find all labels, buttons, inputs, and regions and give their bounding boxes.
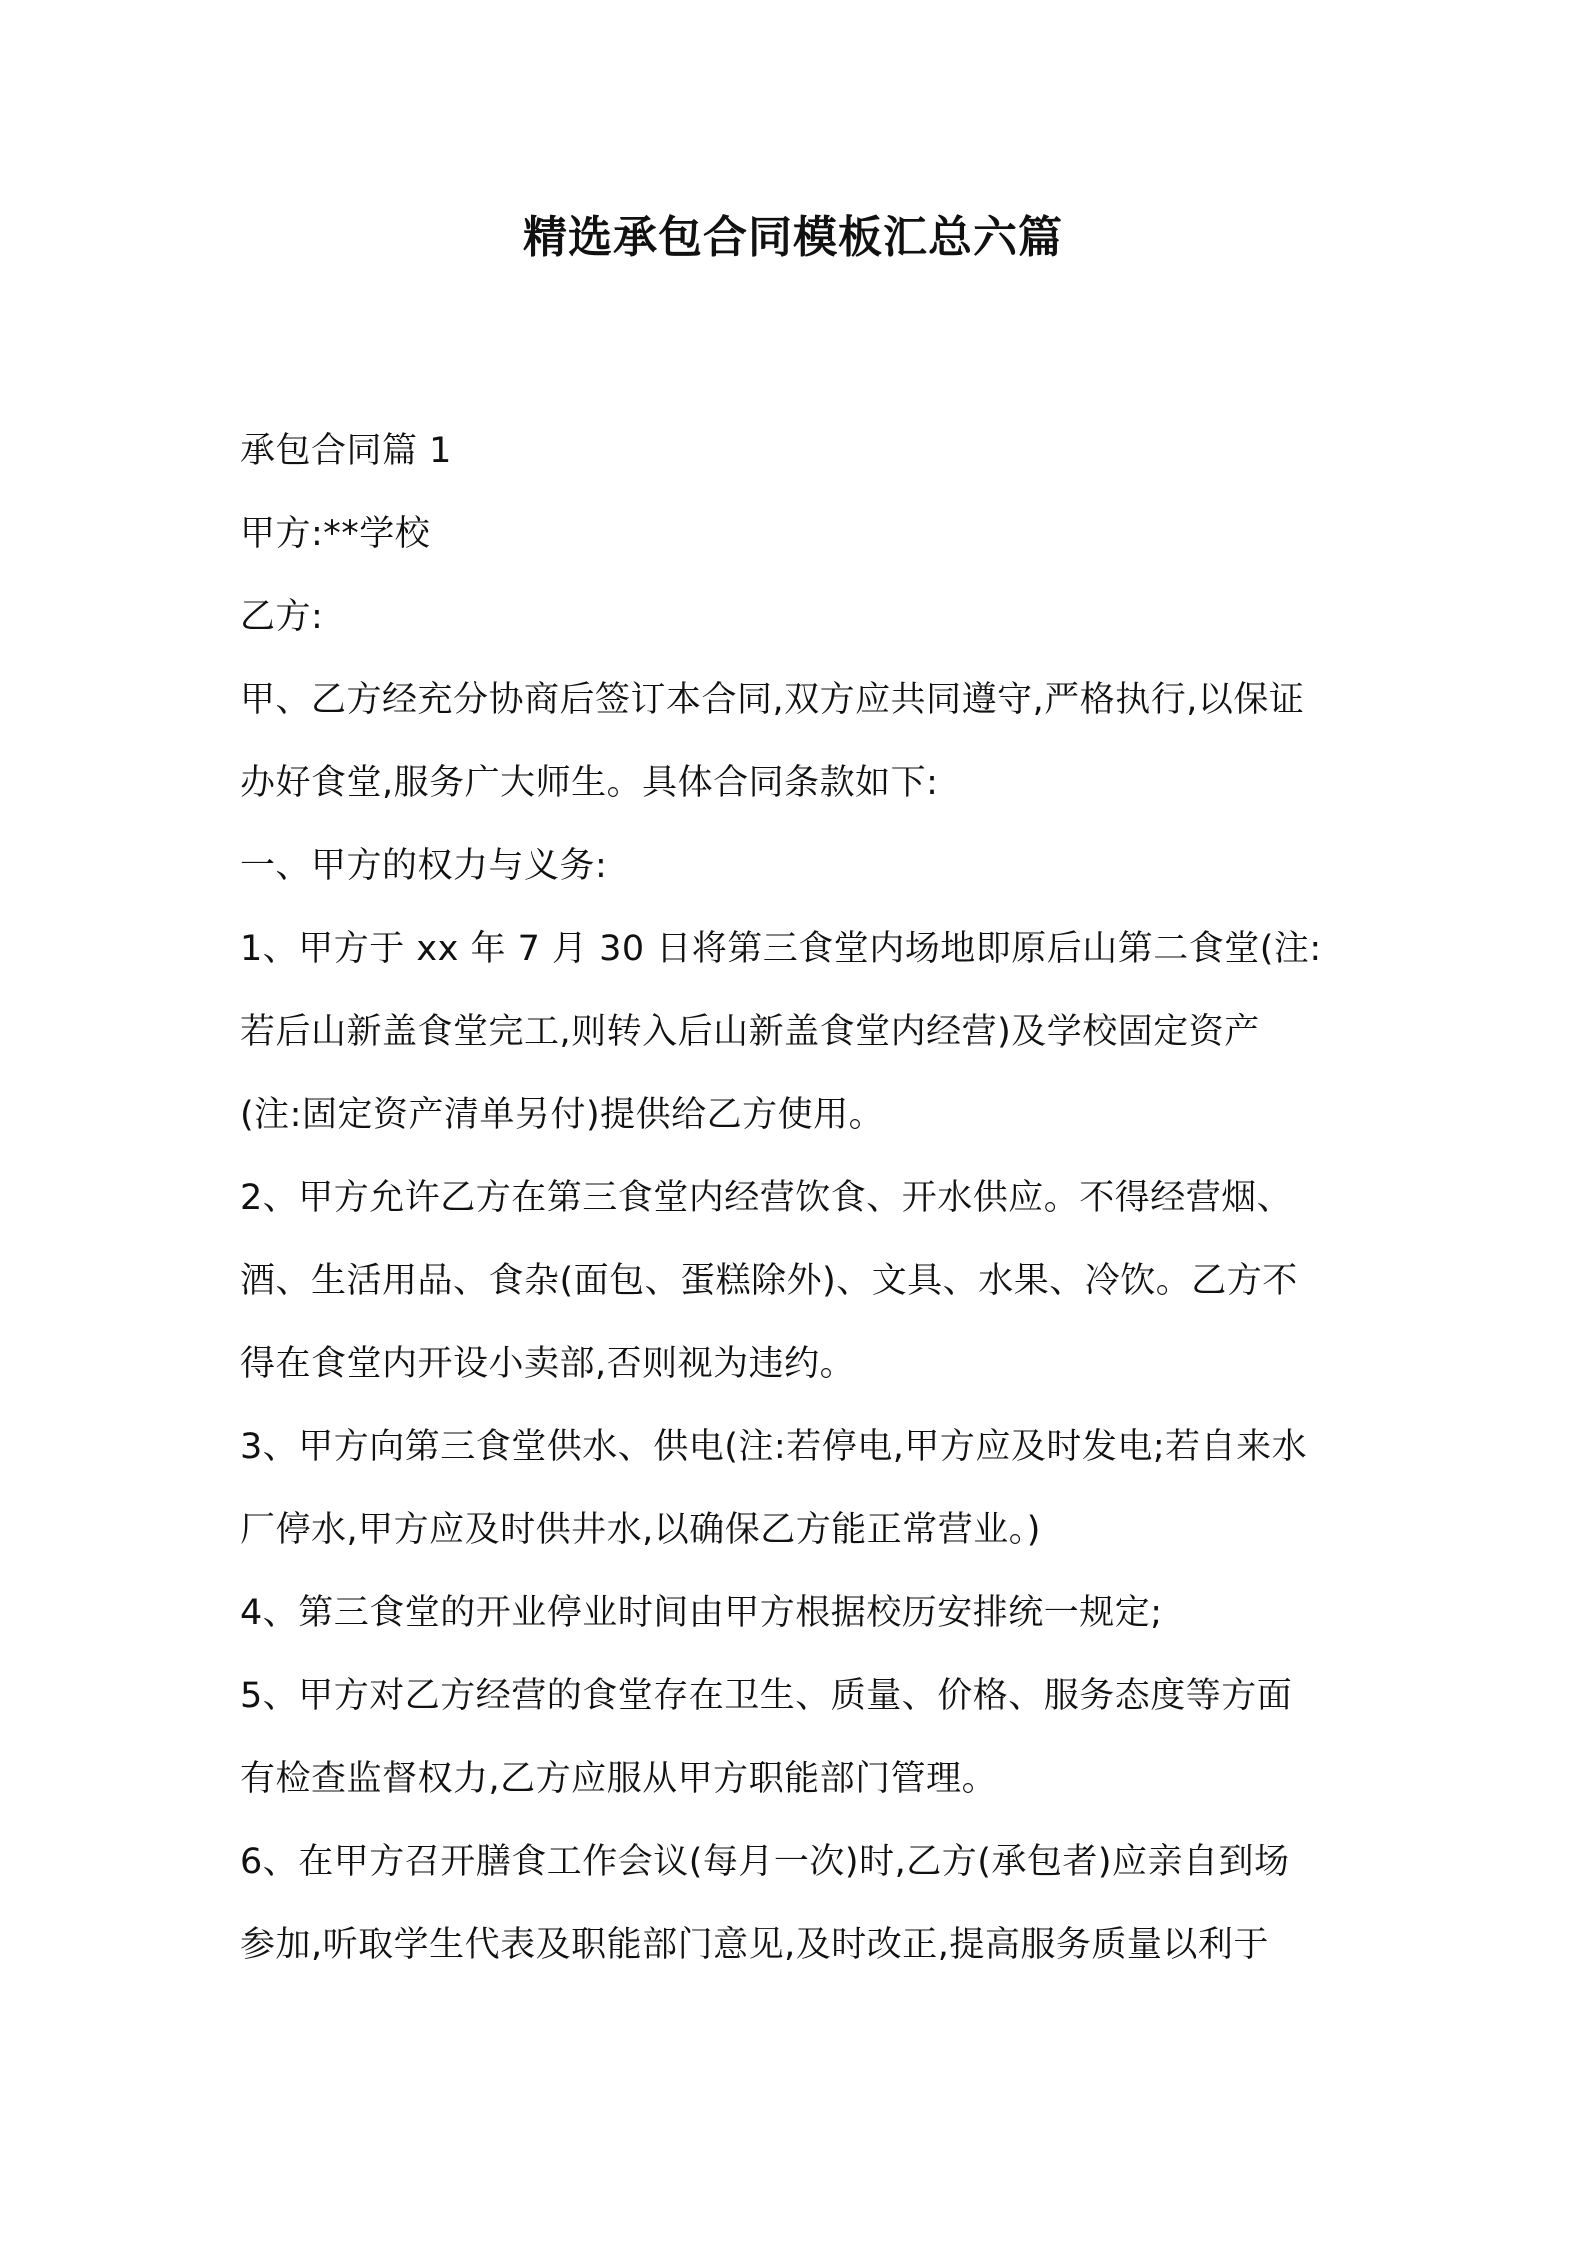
text-line: 3、甲方向第三食堂供水、供电(注:若停电,甲方应及时发电;若自来水: [240, 1427, 1308, 1467]
text-line: 若后山新盖食堂完工,则转入后山新盖食堂内经营)及学校固定资产: [240, 1012, 1260, 1052]
text-line: 参加,听取学生代表及职能部门意见,及时改正,提高服务质量以利于: [240, 1925, 1269, 1965]
text-line: (注:固定资产清单另付)提供给乙方使用。: [240, 1095, 885, 1135]
text-line: 有检查监督权力,乙方应服从甲方职能部门管理。: [240, 1759, 998, 1799]
party-b-line: 乙方:: [240, 597, 324, 637]
text-line: 5、甲方对乙方经营的食堂存在卫生、质量、价格、服务态度等方面: [240, 1676, 1293, 1716]
text-line: 得在食堂内开设小卖部,否则视为违约。: [240, 1344, 856, 1384]
clause-heading: 一、甲方的权力与义务:: [240, 846, 608, 886]
text-line: 厂停水,甲方应及时供井水,以确保乙方能正常营业。): [240, 1510, 1041, 1550]
text-line: 2、甲方允许乙方在第三食堂内经营饮食、开水供应。不得经营烟、: [240, 1178, 1293, 1218]
party-a-line: 甲方:**学校: [240, 514, 431, 554]
document-title: 精选承包合同模板汇总六篇: [523, 212, 1063, 263]
document-body: [240, 410, 1360, 1987]
text-line: 1、甲方于 xx 年 7 月 30 日将第三食堂内场地即原后山第二食堂(注:: [240, 929, 1322, 969]
text-line: 办好食堂,服务广大师生。具体合同条款如下:: [240, 763, 939, 803]
text-line: 甲、乙方经充分协商后签订本合同,双方应共同遵守,严格执行,以保证: [240, 680, 1305, 720]
text-line: 6、在甲方召开膳食工作会议(每月一次)时,乙方(承包者)应亲自到场: [240, 1842, 1290, 1882]
text-line: 4、第三食堂的开业停业时间由甲方根据校历安排统一规定;: [240, 1593, 1163, 1633]
text-line: 酒、生活用品、食杂(面包、蛋糕除外)、文具、水果、冷饮。乙方不: [240, 1261, 1298, 1301]
section-heading: 承包合同篇 1: [240, 431, 452, 471]
